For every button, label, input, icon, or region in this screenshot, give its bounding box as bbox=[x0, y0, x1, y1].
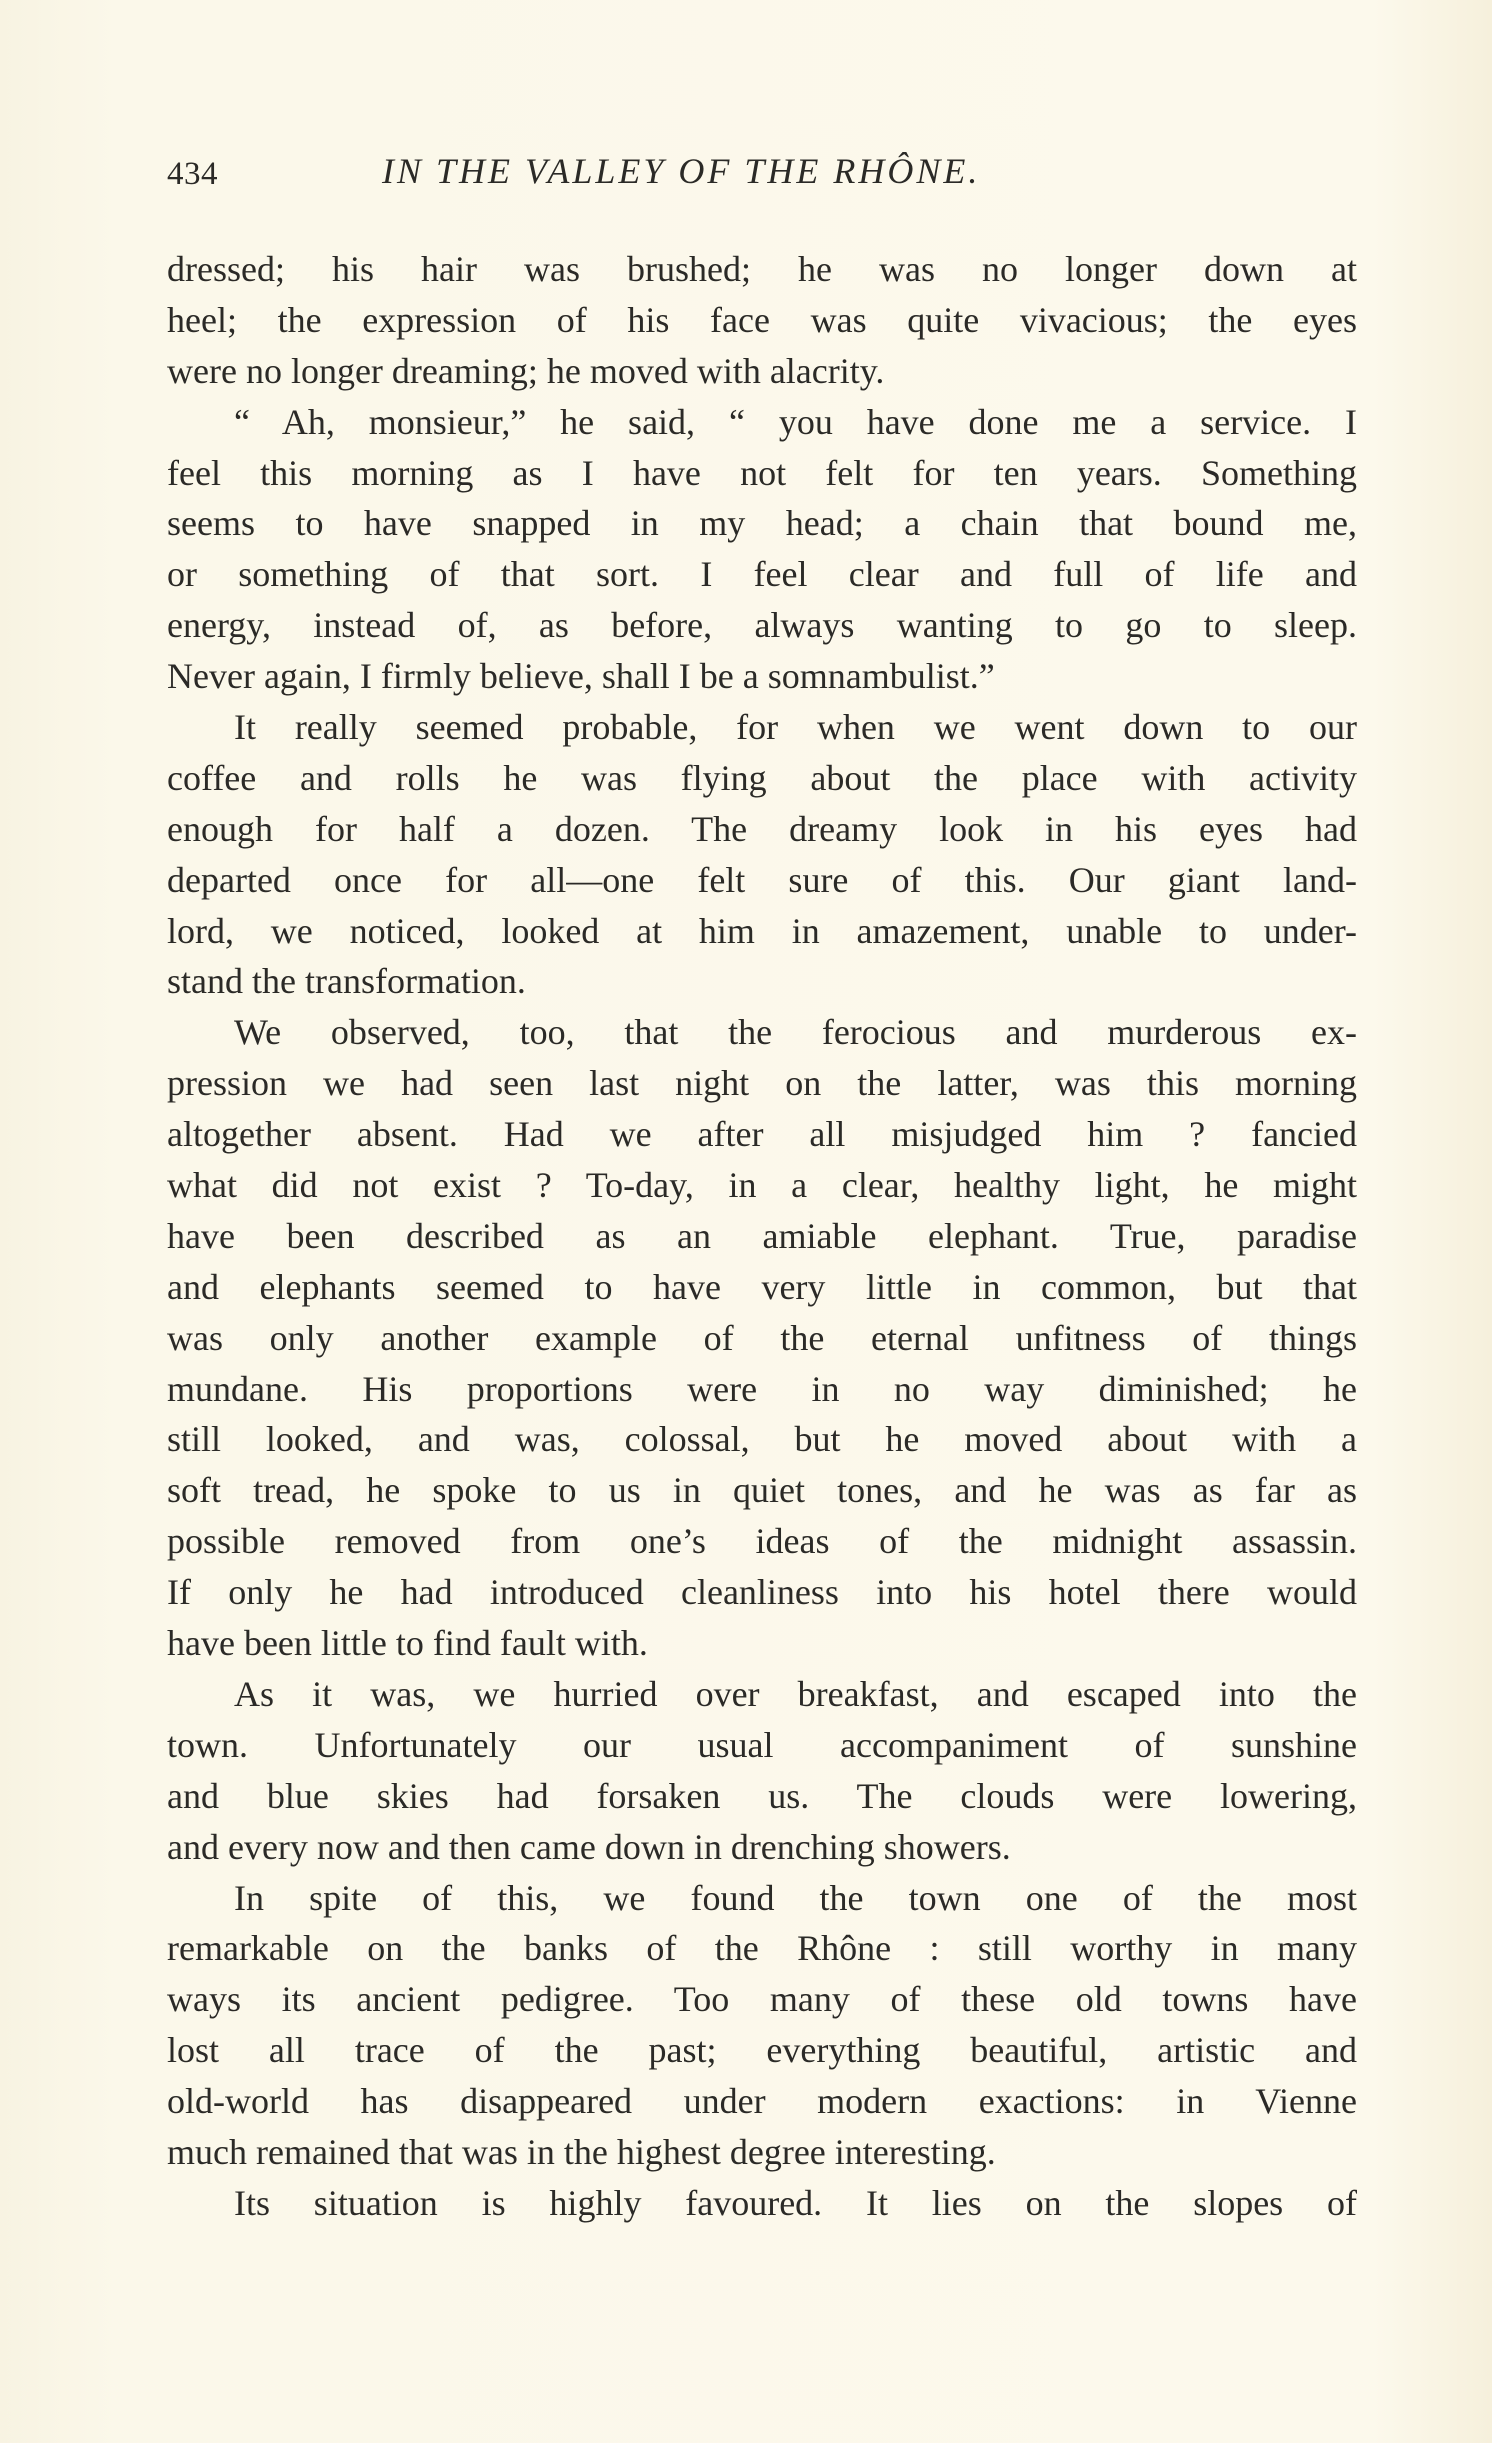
text-line: It really seemed probable, for when we went down to our bbox=[234, 707, 1357, 748]
text-line: departed once for all—one felt sure of this. Our giant land- bbox=[167, 859, 1357, 900]
text-line: We observed, too, that the ferocious and murderous ex- bbox=[234, 1012, 1357, 1053]
text-line: town. Unfortunately our usual accompaniment of sunshine bbox=[167, 1724, 1357, 1765]
text-line: and every now and then came down in drenching showers. bbox=[167, 1826, 1011, 1867]
text-line: altogether absent. Had we after all misjudged him ? fancied bbox=[167, 1114, 1357, 1155]
text-line: much remained that was in the highest degree interesting. bbox=[167, 2131, 996, 2172]
text-line: energy, instead of, as before, always wanting to go to sleep. bbox=[167, 605, 1357, 646]
text-line: old-world has disappeared under modern exactions: in Vienne bbox=[167, 2081, 1357, 2122]
text-line: pression we had seen last night on the latter, was this morning bbox=[167, 1063, 1357, 1104]
text-line: were no longer dreaming; he moved with alacrity. bbox=[167, 350, 885, 391]
text-line: what did not exist ? To-day, in a clear, healthy light, he might bbox=[167, 1165, 1357, 1206]
text-line: “ Ah, monsieur,” he said, “ you have done me a service. I bbox=[234, 401, 1357, 442]
text-line: lord, we noticed, looked at him in amazement, unable to under- bbox=[167, 910, 1357, 951]
text-line: remarkable on the banks of the Rhône : still worthy in many bbox=[167, 1928, 1357, 1969]
text-line: mundane. His proportions were in no way diminished; he bbox=[167, 1368, 1357, 1409]
text-line: heel; the expression of his face was quite vivacious; the eyes bbox=[167, 299, 1357, 340]
text-line: stand the transformation. bbox=[167, 961, 526, 1002]
text-line: dressed; his hair was brushed; he was no longer down at bbox=[167, 249, 1357, 289]
text-line: and elephants seemed to have very little in common, but that bbox=[167, 1266, 1357, 1307]
text-line: Never again, I firmly believe, shall I be a somnambulist.” bbox=[167, 656, 995, 697]
text-line: feel this morning as I have not felt for ten years. Something bbox=[167, 452, 1357, 493]
text-line: Its situation is highly favoured. It lies on the slopes of bbox=[234, 2182, 1357, 2223]
text-line: was only another example of the eternal unfitness of things bbox=[167, 1317, 1357, 1358]
body-text bbox=[167, 244, 1357, 2229]
text-line: enough for half a dozen. The dreamy look in his eyes had bbox=[167, 808, 1357, 849]
text-line: coffee and rolls he was flying about the place with activity bbox=[167, 757, 1357, 798]
text-line: have been described as an amiable elephant. True, paradise bbox=[167, 1215, 1357, 1256]
running-title: IN THE VALLEY OF THE RHÔNE. bbox=[382, 151, 981, 191]
text-line: lost all trace of the past; everything beautiful, artistic and bbox=[167, 2030, 1357, 2071]
text-line: seems to have snapped in my head; a chain that bound me, bbox=[167, 503, 1357, 544]
page-header bbox=[167, 148, 1357, 202]
text-line: In spite of this, we found the town one of the most bbox=[234, 1877, 1357, 1918]
text-line: If only he had introduced cleanliness into his hotel there would bbox=[167, 1572, 1357, 1613]
text-line: possible removed from one’s ideas of the midnight assassin. bbox=[167, 1521, 1357, 1562]
text-line: As it was, we hurried over breakfast, and escaped into the bbox=[234, 1673, 1357, 1714]
text-line: or something of that sort. I feel clear and full of life and bbox=[167, 554, 1357, 595]
text-line: soft tread, he spoke to us in quiet tones, and he was as far as bbox=[167, 1470, 1357, 1511]
text-line: have been little to find fault with. bbox=[167, 1623, 648, 1664]
text-line: and blue skies had forsaken us. The clouds were lowering, bbox=[167, 1775, 1357, 1816]
text-line: still looked, and was, colossal, but he moved about with a bbox=[167, 1419, 1357, 1460]
page-number: 434 bbox=[167, 156, 218, 192]
text-line: ways its ancient pedigree. Too many of these old towns have bbox=[167, 1979, 1357, 2020]
